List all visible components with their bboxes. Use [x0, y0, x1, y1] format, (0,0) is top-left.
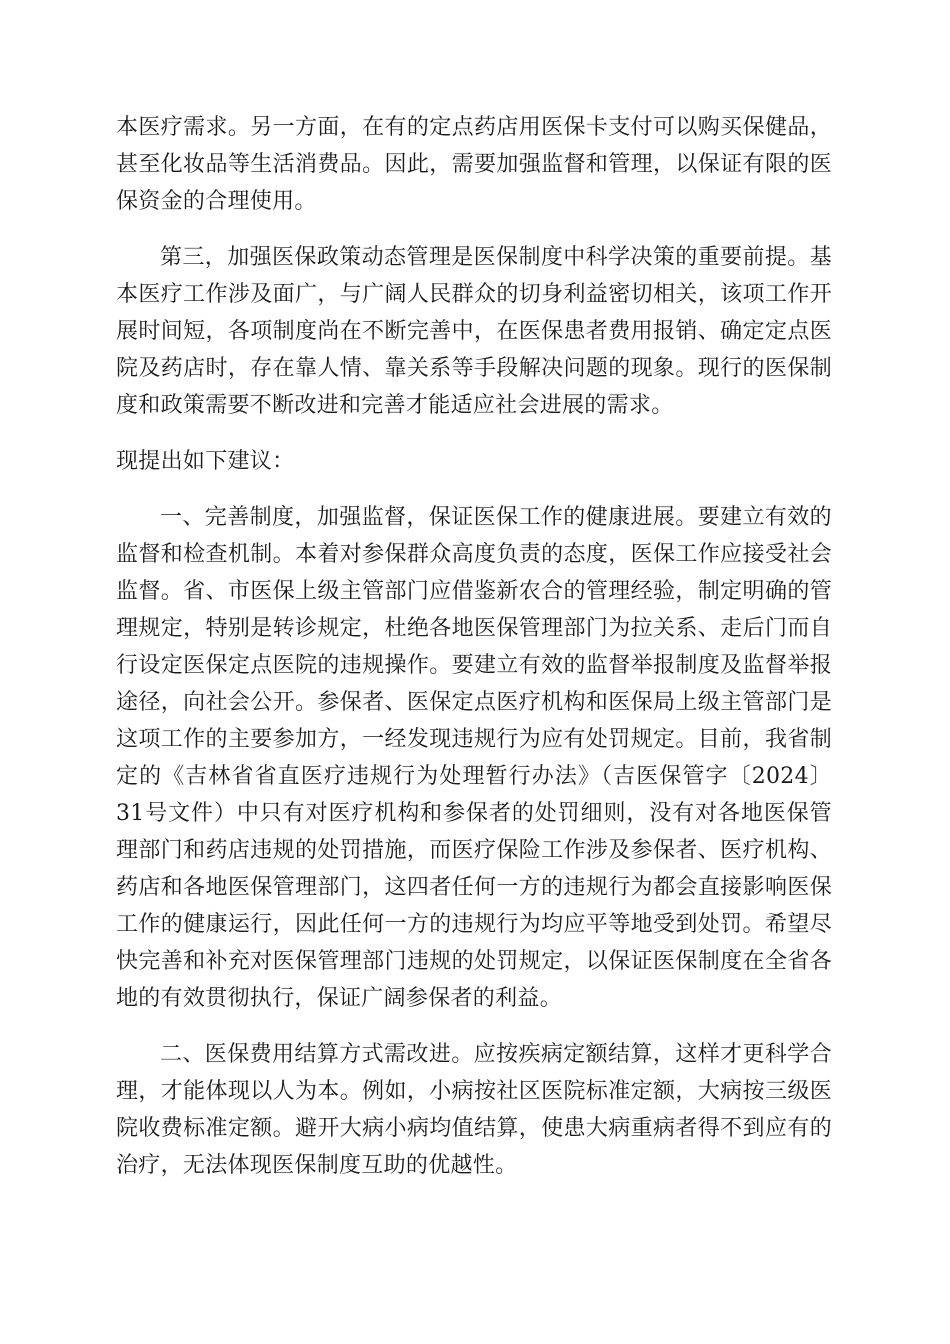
document-body — [116, 109, 832, 1184]
paragraph-suggestion-two: 二、医保费用结算方式需改进。应按疾病定额结算，这样才更科学合理，才能体现以人为本。例如，小病按社区医院标准定额，大病按三级医院收费标准定额。避开大病小病均值结算，使患大病重病者得不到应有的治疗，无法体现医保制度互助的优越性。 — [116, 1042, 832, 1178]
paragraph-third-point: 第三，加强医保政策动态管理是医保制度中科学决策的重要前提。基本医疗工作涉及面广，与广阔人民群众的切身利益密切相关，该项工作开展时间短，各项制度尚在不断完善中，在医保患者费用报销、确定定点医院及药店时，存在靠人情、靠关系等手段解决问题的现象。现行的医保制度和政策需要不断改进和完善才能适应社会进展的需求。 — [116, 245, 832, 418]
paragraph-suggestions-intro: 现提出如下建议： — [116, 449, 295, 474]
paragraph-continued-medical-needs: 本医疗需求。另一方面，在有的定点药店用医保卡支付可以购买保健品，甚至化妆品等生活消费品。因此，需要加强监督和管理，以保证有限的医保资金的合理使用。 — [116, 115, 832, 214]
paragraph-suggestion-one: 一、完善制度，加强监督，保证医保工作的健康进展。要建立有效的监督和检查机制。本着对参保群众高度负责的态度，医保工作应接受社会监督。省、市医保上级主管部门应借鉴新农合的管理经验，制定明确的管理规定，特别是转诊规定，杜绝各地医保管理部门为拉关系、走后门而自行设定医保定点医院的违规操作。要建立有效的监督举报制度及监督举报途径，向社会公开。参保者、医保定点医疗机构和医保局上级主管部门是这项工作的主要参加方，一经发现违规行为应有处罚规定。目前，我省制定的《吉林省省直医疗违规行为处理暂行办法》（吉医保管字〔2024〕31号文件）中只有对医疗机构和参保者的处罚细则，没有对各地医保管理部门和药店违规的处罚措施，而医疗保险工作涉及参保者、医疗机构、药店和各地医保管理部门，这四者任何一方的违规行为都会直接影响医保工作的健康运行，因此任何一方的违规行为均应平等地受到处罚。希望尽快完善和补充对医保管理部门违规的处罚规定，以保证医保制度在全省各地的有效贯彻执行，保证广阔参保者的利益。 — [116, 505, 832, 1011]
